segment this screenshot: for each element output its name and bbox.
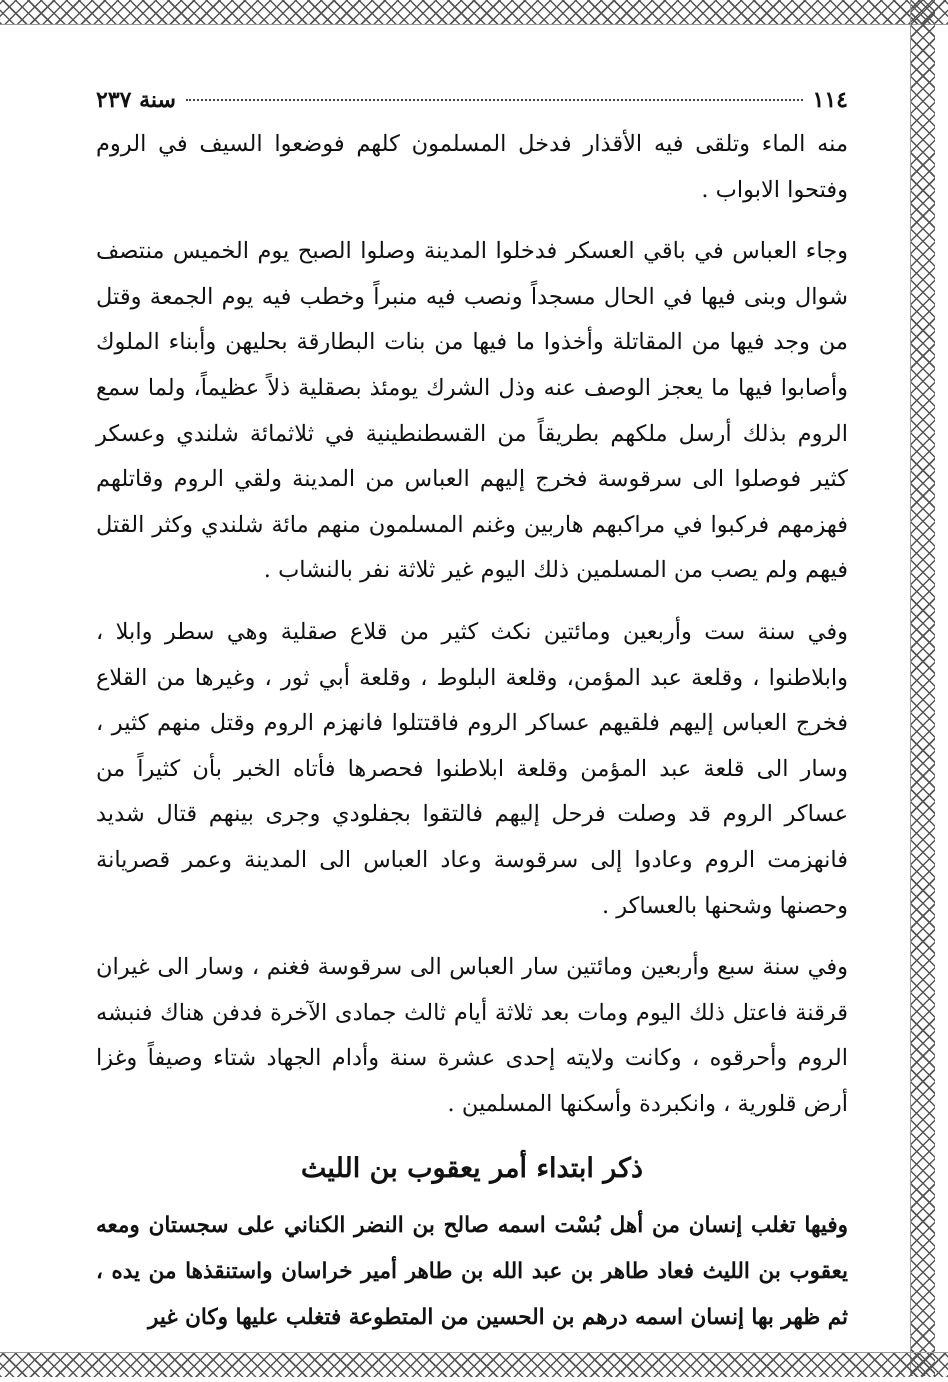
decorative-border-right <box>910 0 935 1376</box>
decorative-border-top <box>0 0 948 25</box>
paragraph-4: وفي سنة سبع وأربعين ومائتين سار العباس الى سرقوسة فغنم ، وسار الى غيران قرقنة فاعتل ذلك اليوم ومات بعد ثلاثة أيام ثالث جمادى الآخرة فدفن هناك فنبشه الروم وأحرقوه ، وكانت ولايته إحدى عشرة سنة وأدام الجهاد شتاء وصيفاً وغزا أرض قلورية ، وانكبردة وأسكنها المسلمين . <box>96 954 848 1117</box>
running-header <box>96 80 848 122</box>
paragraph-1: منه الماء وتلقى فيه الأقذار فدخل المسلمون كلهم فوضعوا السيف في الروم وفتحوا الابواب . <box>96 131 848 203</box>
section-heading: ذكر ابتداء أمر يعقوب بن الليث <box>300 1153 644 1185</box>
book-page <box>96 80 848 1340</box>
section-paragraph: وفيها تغلب إنسان من أهل بُسْت اسمه صالح بن النضر الكناني على سجستان ومعه يعقوب بن الليث فعاد طاهر بن عبد الله بن طاهر أمير خراسان واستنقذها من يده ، ثم ظهر بها إنسان اسمه درهم بن الحسين من المتطوعة فتغلب عليها وكان غير <box>96 1213 848 1330</box>
decorative-border-bottom <box>0 1352 948 1377</box>
page-number: ١١٤ <box>812 87 848 113</box>
paragraph-2: وجاء العباس في باقي العسكر فدخلوا المدينة وصلوا الصبح يوم الخميس منتصف شوال وبنى فيها في الحال مسجداً ونصب فيه منبراً وخطب فيه يوم الجمعة وقتل من وجد فيها من المقاتلة وأخذوا ما فيها من بنات البطارقة بحليهن وأبناء الملوك وأصابوا فيها ما يعجز الوصف عنه وذل الشرك يومئذ بصقلية ذلاً عظيماً، ولما سمع الروم بذلك أرسل ملكهم بطريقاً من القسطنطينية في ثلاثمائة شلندي وعسكر كثير فوصلوا الى سرقوسة فخرج إليهم العباس من المدينة ولقي الروم وقاتلهم فهزمهم فركبوا في مراكبهم هاربين وغنم المسلمون منهم مائة شلندي وكثر القتل فيهم ولم يصب من المسلمين ذلك اليوم غير ثلاثة نفر بالنشاب . <box>96 238 848 584</box>
paragraph-3: وفي سنة ست وأربعين ومائتين نكث كثير من قلاع صقلية وهي سطر وابلا ، وابلاطنوا ، وقلعة عبد المؤمن، وقلعة البلوط ، وقلعة أبي ثور ، وغيرها من القلاع فخرج العباس إليهم فلقيهم عساكر الروم فاقتتلوا فانهزم الروم وقتل منهم كثير ، وسار الى قلعة عبد المؤمن وقلعة ابلاطنوا فحصرها فأتاه الخبر بأن كثيراً من عساكر الروم قد وصلت فرحل إليهم فالتقوا بجفلودي وجرى بينهم قتال شديد فانهزمت الروم وعادوا إلى سرقوسة وعاد العباس الى المدينة وعمر قصريانة وحصنها وشحنها بالعساكر . <box>96 618 848 919</box>
year-label: سنة ٢٣٧ <box>96 87 176 113</box>
header-dotted-leader <box>186 99 803 101</box>
